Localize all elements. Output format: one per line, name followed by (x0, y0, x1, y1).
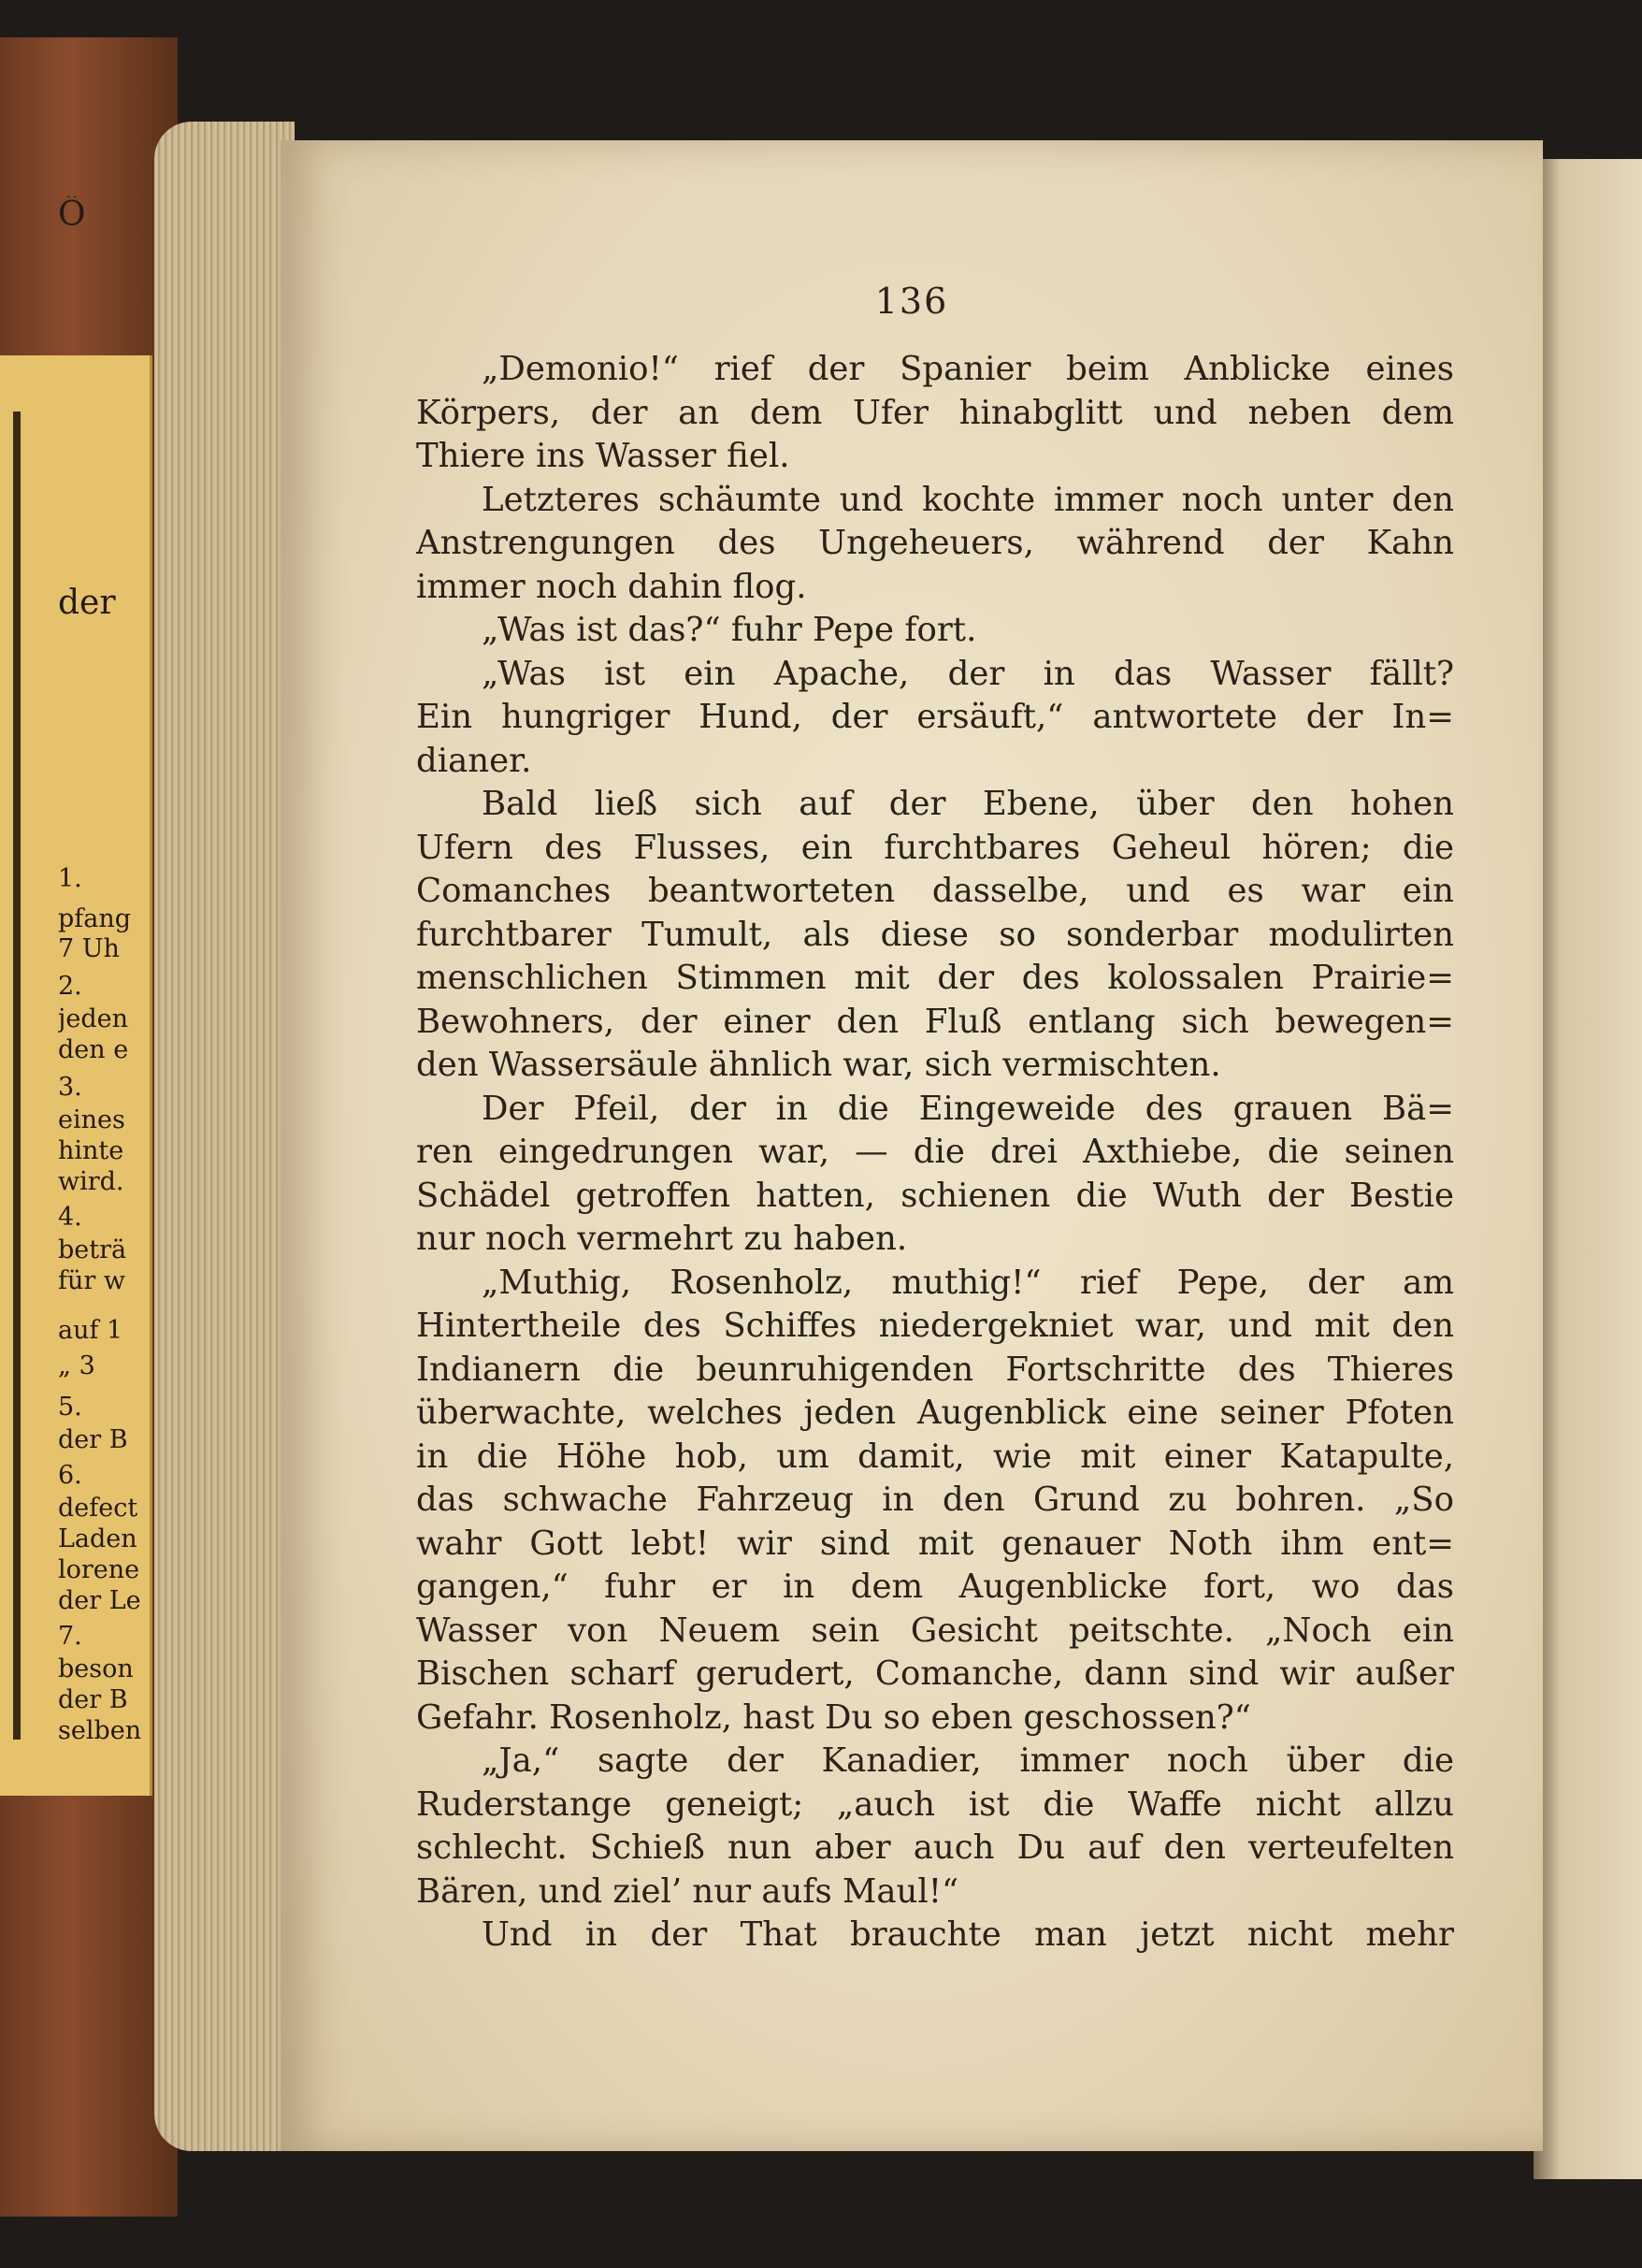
cover-fragment-text: selben (58, 1717, 142, 1745)
cover-fragment-text: jeden (58, 1005, 129, 1033)
page-edges (154, 122, 295, 2151)
text-line: Und in der That brauchte man jetzt nicht mehr (482, 1915, 1454, 1954)
cover-fragment-text: für w (58, 1267, 125, 1295)
cover-fragment-text: den e (58, 1036, 129, 1064)
text-line: „Ja,“ sagte der Kanadier, immer noch über die (482, 1741, 1454, 1780)
text-line: nur noch vermehrt zu haben. (416, 1220, 908, 1258)
text-line: wahr Gott lebt! wir sind mit genauer Noth ihm ent= (416, 1524, 1454, 1563)
text-line: „Was ist das?“ fuhr Pepe fort. (482, 611, 977, 649)
text-line: Indianern die beunruhigenden Fortschritte des Thieres (416, 1350, 1454, 1389)
cover-fragment-text: der B (58, 1686, 128, 1714)
cover-fragment-text: 6. (58, 1462, 82, 1490)
cover-fragment-text: der B (58, 1426, 128, 1454)
cover-fragment-text: eines (58, 1106, 125, 1134)
text-line: immer noch dahin flog. (416, 567, 807, 606)
text-line: das schwache Fahrzeug in den Grund zu bohren. „So (416, 1481, 1454, 1519)
cover-fragment-text: 3. (58, 1074, 82, 1102)
cover-fragment-text: hinte (58, 1137, 124, 1165)
text-line: menschlichen Stimmen mit der des kolossalen Prairie= (416, 959, 1454, 997)
text-line: dianer. (416, 741, 532, 780)
text-line: Hintertheile des Schiffes niedergekniet war, und mit den (416, 1307, 1454, 1345)
text-line: ren eingedrungen war, — die drei Axthiebe, die seinen (416, 1133, 1454, 1171)
cover-fragment-text: 7. (58, 1623, 82, 1651)
cover-fragment-text: 2. (58, 973, 82, 1001)
text-line: Comanches beantworteten dasselbe, und es war ein (416, 872, 1454, 910)
facing-page-edge (1534, 159, 1642, 2179)
text-line: Thiere ins Wasser fiel. (416, 437, 790, 475)
page-text (416, 348, 1454, 1957)
text-line: Schädel getroffen hatten, schienen die Wuth der Bestie (416, 1176, 1454, 1215)
cover-fragment-text: Ö (58, 196, 86, 234)
text-line: Der Pfeil, der in die Eingeweide des grauen Bä= (482, 1089, 1454, 1128)
cover-fragment-text: wird. (58, 1168, 124, 1196)
text-line: schlecht. Schieß nun aber auch Du auf den verteufelten (416, 1828, 1454, 1867)
cover-fragment-text: auf 1 (58, 1317, 123, 1345)
text-line: Körpers, der an dem Ufer hinabglitt und neben dem (416, 393, 1454, 432)
cover-fragment-text: 7 Uh (58, 935, 120, 963)
text-line: furchtbarer Tumult, als diese so sonderbar modulirten (416, 915, 1454, 954)
cover-fragment-text: „ 3 (58, 1352, 95, 1380)
cover-fragment-text: 1. (58, 865, 82, 893)
text-line: „Was ist ein Apache, der in das Wasser fällt? (482, 654, 1454, 693)
text-line: Ein hungriger Hund, der ersäuft,“ antwortete der In= (416, 698, 1454, 736)
cover-fragment-text: der (58, 585, 116, 622)
text-line: den Wassersäule ähnlich war, sich vermischten. (416, 1046, 1221, 1084)
text-line: überwachte, welches jeden Augenblick eine seiner Pfoten (416, 1394, 1454, 1432)
text-line: gangen,“ fuhr er in dem Augenblicke fort, wo das (416, 1567, 1454, 1606)
cover-fragment-text: 5. (58, 1394, 82, 1422)
cover-fragment-text: beträ (58, 1236, 127, 1264)
book-page (281, 140, 1543, 2151)
text-line: Bären, und ziel’ nur aufs Maul!“ (416, 1871, 959, 1911)
sticker-border-ornament (13, 412, 21, 1740)
cover-fragment-text: beson (58, 1655, 134, 1683)
text-line: „Muthig, Rosenholz, muthig!“ rief Pepe, der am (482, 1263, 1454, 1302)
cover-fragment-text: 4. (58, 1204, 82, 1232)
text-line: Bald ließ sich auf der Ebene, über den hohen (482, 785, 1454, 823)
text-line: Gefahr. Rosenholz, hast Du so eben geschossen?“ (416, 1697, 1251, 1737)
text-line: Ufern des Flusses, ein furchtbares Geheul hören; die (416, 828, 1454, 867)
text-line: in die Höhe hob, um damit, wie mit einer Katapulte, (416, 1437, 1454, 1476)
text-line: Letzteres schäumte und kochte immer noch unter den (482, 480, 1454, 519)
cover-fragment-text: pfang (58, 905, 132, 933)
page-number: 136 (874, 281, 949, 322)
text-line: „Demonio!“ rief der Spanier beim Anblicke eines (482, 350, 1454, 388)
text-line: Wasser von Neuem sein Gesicht peitschte. „Noch ein (416, 1611, 1454, 1650)
text-line: Anstrengungen des Ungeheuers, während der Kahn (416, 524, 1454, 562)
cover-fragment-text: lorene (58, 1556, 140, 1584)
cover-fragment-text: defect (58, 1495, 138, 1523)
cover-fragment-text: Laden (58, 1525, 137, 1553)
text-line: Ruderstange geneigt; „auch ist die Waffe nicht allzu (416, 1784, 1454, 1824)
cover-fragment-text: der Le (58, 1587, 141, 1615)
text-line: Bewohners, der einer den Fluß entlang sich bewegen= (416, 1002, 1454, 1041)
text-line: Bischen scharf gerudert, Comanche, dann sind wir außer (416, 1654, 1454, 1693)
